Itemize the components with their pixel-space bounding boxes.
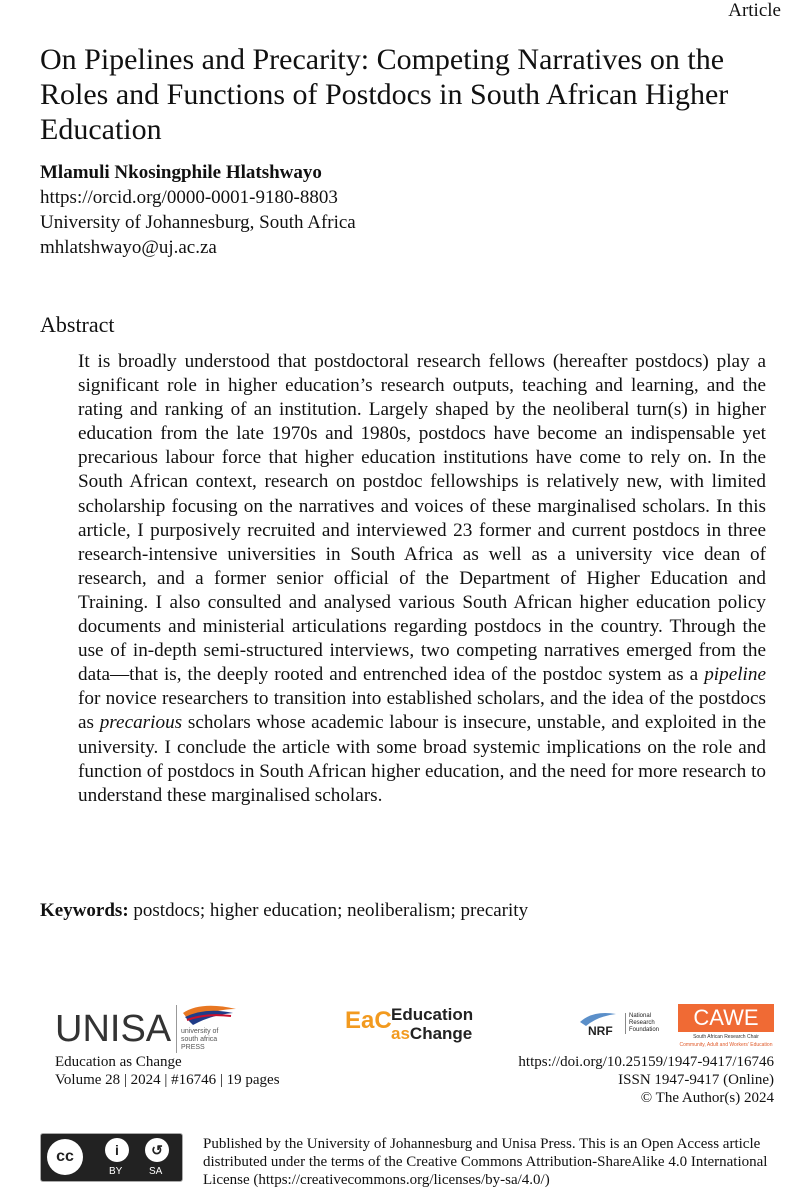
author-name: Mlamuli Nkosingphile Hlatshwayo <box>40 162 322 183</box>
keywords-label: Keywords: <box>40 900 129 921</box>
eac-line-2 <box>391 1024 472 1044</box>
abstract-heading: Abstract <box>40 312 115 337</box>
abstract-text <box>78 350 766 808</box>
journal-details: Volume 28 | 2024 | #16746 | 19 pages <box>55 1072 280 1088</box>
education-as-change-logo <box>345 1005 485 1045</box>
cawe-subtitle-2: Community, Adult and Workers’ Education <box>679 1042 773 1048</box>
keywords-list: postdocs; higher education; neoliberalism; precarity <box>128 900 529 921</box>
abstract-part-3: scholars whose academic labour is insecure, unstable, and exploited in the university. I conclude the article with some broad systemic implications on the role and function of postdocs in South African higher education, and the need for more research to understand these marginalised scholars. <box>78 712 766 806</box>
author-orcid-link[interactable]: https://orcid.org/0000-0001-9180-8803 <box>40 187 338 208</box>
cawe-logo <box>678 1004 774 1050</box>
author-block <box>40 160 356 260</box>
eac-as: as <box>391 1024 410 1043</box>
abstract-part-2: for novice researchers to transition into established scholars, and the idea of the postdocs as <box>78 688 766 734</box>
doi-info <box>518 1053 774 1107</box>
author-affiliation: University of Johannesburg, South Africa <box>40 212 356 233</box>
unisa-wordmark: UNISA <box>55 1008 172 1050</box>
eac-mark: EaC <box>345 1007 392 1034</box>
journal-name: Education as Change <box>55 1054 182 1070</box>
issn: ISSN 1947-9417 (Online) <box>618 1072 774 1088</box>
journal-info <box>55 1053 280 1089</box>
nrf-subtitle: National Research Foundation <box>625 1013 663 1034</box>
cawe-wordmark: CAWE <box>678 1004 774 1032</box>
abstract-italic-pipeline: pipeline <box>704 664 766 686</box>
unisa-subtitle: university of south africa PRESS <box>181 1028 219 1051</box>
doi-link[interactable]: https://doi.org/10.25159/1947-9417/16746 <box>518 1054 774 1070</box>
author-email-link[interactable]: mhlatshwayo@uj.ac.za <box>40 237 217 258</box>
cawe-subtitle: South African Research Chair <box>693 1034 759 1040</box>
abstract-italic-precarious: precarious <box>99 712 183 734</box>
nrf-wordmark: NRF <box>588 1024 613 1038</box>
unisa-press-logo <box>55 1003 240 1058</box>
cc-icon: cc <box>47 1139 83 1175</box>
sa-label: SA <box>149 1166 163 1177</box>
logo-divider <box>176 1005 177 1053</box>
keywords <box>40 900 528 922</box>
by-label: BY <box>109 1166 123 1177</box>
eac-change: Change <box>409 1024 473 1043</box>
nrf-logo <box>578 1010 678 1045</box>
attribution-icon: i <box>105 1138 129 1162</box>
unisa-flag-icon <box>181 1003 241 1027</box>
copyright: © The Author(s) 2024 <box>640 1090 774 1106</box>
eac-line-1: Education <box>391 1005 474 1024</box>
license-text: Published by the University of Johannesburg and Unisa Press. This is an Open Access article distributed under the terms of the Creative Commons Attribution-ShareAlike 4.0 International License (https://creativecommons.org/licenses/by-sa/4.0/) <box>203 1136 768 1188</box>
article-title: On Pipelines and Precarity: Competing Narratives on the Roles and Functions of Postdocs in South African Higher Education <box>40 43 729 146</box>
share-alike-icon: ↺ <box>145 1138 169 1162</box>
cc-by-sa-badge[interactable] <box>40 1133 183 1182</box>
article-type-label: Article <box>728 0 781 21</box>
abstract-part-1: It is broadly understood that postdoctoral research fellows (hereafter postdocs) play a significant role in higher education’s research outputs, teaching and learning, and the rating and ranking of an institution. Largely shaped by the neoliberal turn(s) in higher education from the late 1970s and 1980s, postdocs have become an indispensable yet precarious labour force that higher education institutions have come to rely on. In the South African context, research on postdoc fellowships is relatively new, with limited scholarship focusing on the narratives and voices of these marginalised scholars. In this article, I purposively recruited and interviewed 23 former and current postdocs in three research-intensive universities in South Africa as well as a university vice dean of research, and a former senior official of the Department of Higher Education and Training. I also consulted and analysed various South African higher education policy documents and ministerial articulations regarding postdocs in the country. Through the use of in-depth semi-structured interviews, two competing narratives emerged from the data—that is, the deeply rooted and entrenched idea of the postdoc system as a <box>78 351 766 686</box>
